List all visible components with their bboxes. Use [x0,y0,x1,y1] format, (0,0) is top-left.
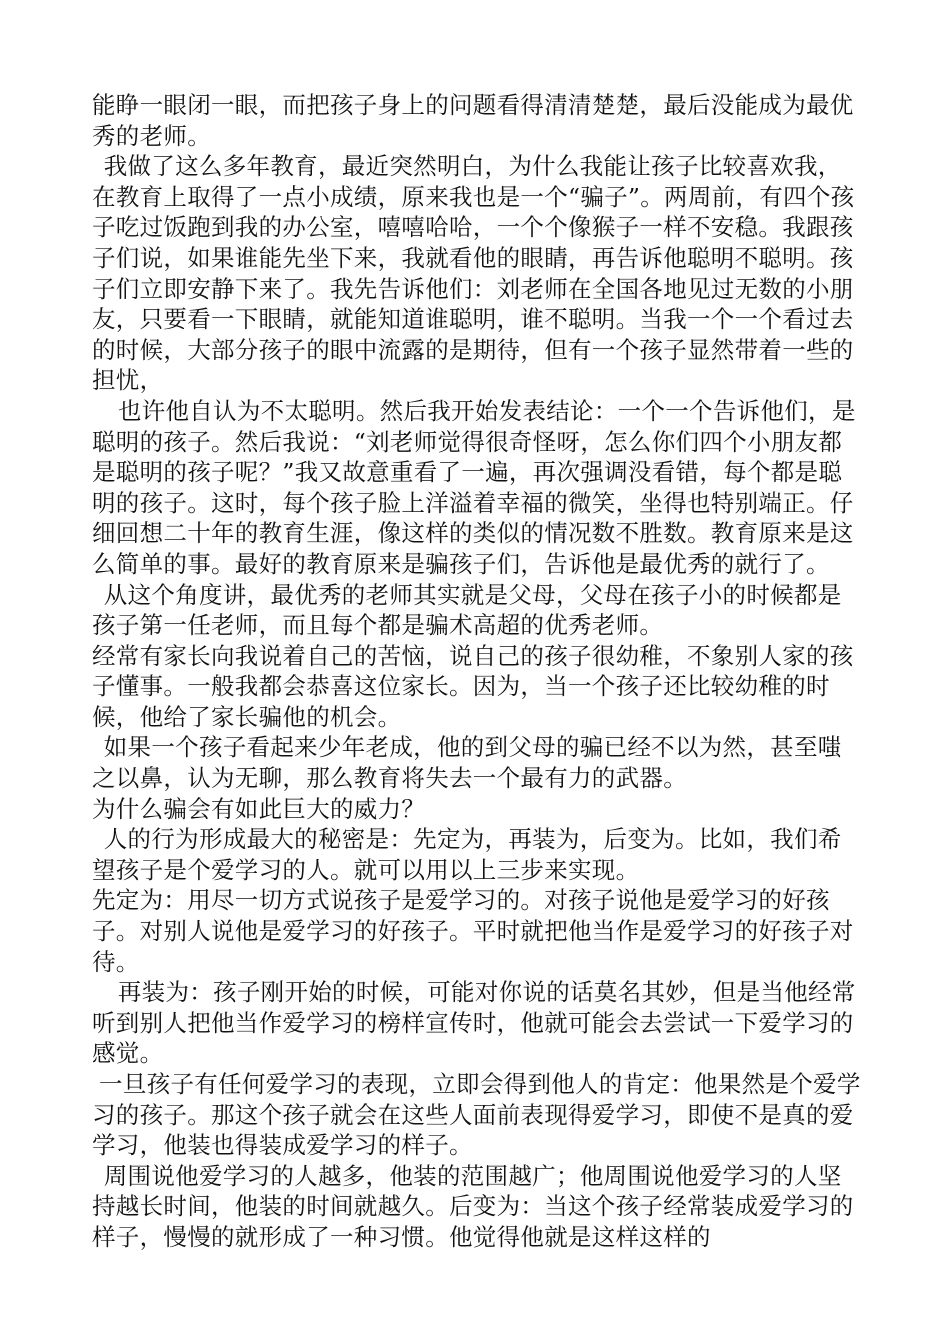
paragraph-9: 先定为：用尽一切方式说孩子是爱学习的。对孩子说他是爱学习的好孩子。对别人说他是爱学习的好孩子。平时就把他当作是爱学习的好孩子对待。 [92,886,854,976]
paragraph-5: 经常有家长向我说着自己的苦恼，说自己的孩子很幼稚，不象别人家的孩子懂事。一般我都会恭喜这位家长。因为，当一个孩子还比较幼稚的时候，他给了家长骗他的机会。 [92,641,854,731]
paragraph-7: 为什么骗会有如此巨大的威力？ [92,794,426,823]
document-body [92,90,862,1253]
paragraph-12: 周围说他爱学习的人越多，他装的范围越广；他周围说他爱学习的人坚持越长时间，他装的时间就越久。后变为：当这个孩子经常装成爱学习的样子，慢慢的就形成了一种习惯。他觉得他就是这样这样的 [92,1161,854,1251]
paragraph-2: 我做了这么多年教育，最近突然明白，为什么我能让孩子比较喜欢我，在教育上取得了一点小成绩，原来我也是一个“骗子”。两周前，有四个孩子吃过饭跑到我的办公室，嘻嘻哈哈，一个个像猴子一样不安稳。我跟孩子们说，如果谁能先坐下来，我就看他的眼睛，再告诉他聪明不聪明。孩子们立即安静下来了。我先告诉他们：刘老师在全国各地见过无数的小朋友，只要看一下眼睛，就能知道谁聪明，谁不聪明。当我一个一个看过去的时候，大部分孩子的眼中流露的是期待，但有一个孩子显然带着一些的担忧， [92,152,855,395]
paragraph-6: 如果一个孩子看起来少年老成，他的到父母的骗已经不以为然，甚至嗤之以鼻，认为无聊，那么教育将失去一个最有力的武器。 [92,733,842,793]
paragraph-1: 能睁一眼闭一眼，而把孩子身上的问题看得清清楚楚，最后没能成为最优秀的老师。 [92,91,854,150]
paragraph-10: 再装为：孩子刚开始的时候，可能对你说的话莫名其妙，但是当他经常听到别人把他当作爱学习的榜样宣传时，他就可能会去尝试一下爱学习的感觉。 [92,978,856,1068]
paragraph-11: 一旦孩子有任何爱学习的表现，立即会得到他人的肯定：他果然是个爱学习的孩子。那这个孩子就会在这些人面前表现得爱学习，即使不是真的爱学习，他装也得装成爱学习的样子。 [92,1070,861,1160]
paragraph-4: 从这个角度讲，最优秀的老师其实就是父母，父母在孩子小的时候都是孩子第一任老师，而且每个都是骗术高超的优秀老师。 [92,580,842,640]
paragraph-3: 也许他自认为不太聪明。然后我开始发表结论：一个一个告诉他们，是聪明的孩子。然后我说：“刘老师觉得很奇怪呀，怎么你们四个小朋友都是聪明的孩子呢？”我又故意重看了一遍，再次强调没看错，每个都是聪明的孩子。这时，每个孩子脸上洋溢着幸福的微笑，坐得也特别端正。仔细回想二十年的教育生涯，像这样的类似的情况数不胜数。教育原来是这么简单的事。最好的教育原来是骗孩子们，告诉他是最优秀的就行了。 [92,396,856,578]
paragraph-8: 人的行为形成最大的秘密是：先定为，再装为，后变为。比如，我们希望孩子是个爱学习的人。就可以用以上三步来实现。 [92,825,842,884]
